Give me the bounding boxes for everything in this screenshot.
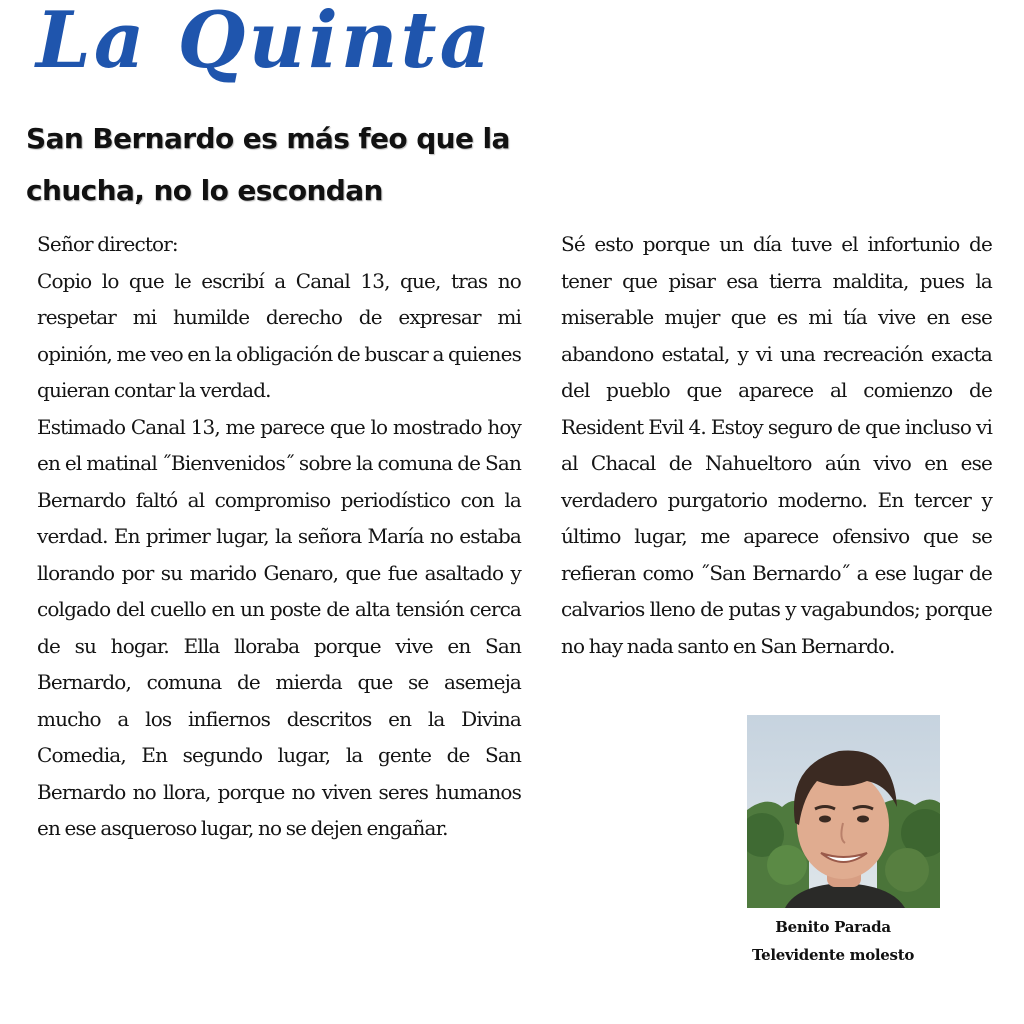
masthead-logo: La Quinta [36, 0, 494, 86]
author-role: Televidente molesto [751, 946, 915, 964]
paragraph: Copio lo que le escribí a Canal 13, que, tras no respetar mi humilde derecho de expresar mi opinión, me veo en la obligación de buscar a quienes quieran contar la verdad. [37, 268, 521, 402]
author-name: Benito Parada [775, 918, 891, 936]
article-column-right [561, 226, 992, 664]
author-photo [747, 715, 940, 908]
paragraph: Sé esto porque un día tuve el infortunio de tener que pisar esa tierra maldita, pues la miserable mujer que es mi tía vive en ese abandono estatal, y vi una recreación exacta del pueblo que aparece al comienzo de Resident Evil 4. Estoy seguro de que incluso vi al Chacal de Nahueltoro aún vivo en ese verdadero purgatorio moderno. En tercer y último lugar, me aparece ofensivo que se refieran como ˝San Bernardo˝ a ese lugar de calvarios lleno de putas y vagabundos; porque no hay nada santo en San Bernardo. [561, 232, 992, 658]
article-column-left [37, 226, 521, 847]
salutation: Señor director: [37, 232, 178, 256]
article-headline: San Bernardo es más feo que la chucha, no lo escondan [26, 122, 510, 207]
paragraph: Estimado Canal 13, me parece que lo mostrado hoy en el matinal ˝Bienvenidos˝ sobre la comuna de San Bernardo faltó al compromiso periodístico con la verdad. En primer lugar, la señora María no estaba llorando por su marido Genaro, que fue asaltado y colgado del cuello en un poste de alta tensión cerca de su hogar. Ella lloraba porque vive en San Bernardo, comuna de mierda que se asemeja mucho a los infiernos descritos en la Divina Comedia, En segundo lugar, la gente de San Bernardo no llora, porque no viven seres humanos en ese asqueroso lugar, no se dejen engañar. [37, 414, 521, 840]
